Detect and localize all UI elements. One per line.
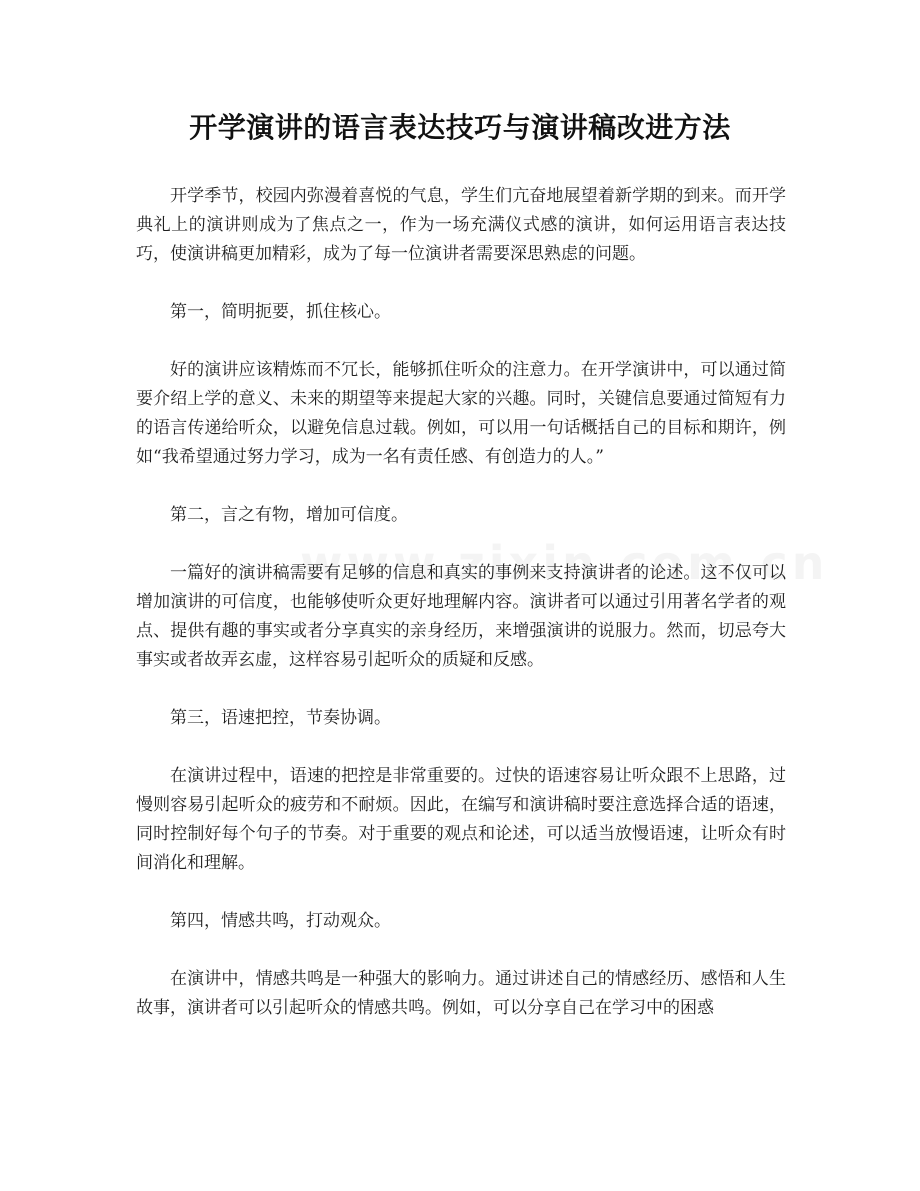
body-paragraph-1: 好的演讲应该精炼而不冗长，能够抓住听众的注意力。在开学演讲中，可以通过简要介绍上学的意义、未来的期望等来提起大家的兴趣。同时，关键信息要通过简短有力的语言传递给听众，以避免信息过载。例如，可以用一句话概括自己的目标和期许，例如“我希望通过努力学习，成为一名有责任感、有创造力的人。” — [136, 360, 786, 467]
point-heading-1: 第一，简明扼要，抓住核心。 — [170, 302, 391, 322]
intro-paragraph: 开学季节，校园内弥漫着喜悦的气息，学生们亢奋地展望着新学期的到来。而开学典礼上的演讲则成为了焦点之一，作为一场充满仪式感的演讲，如何运用语言表达技巧，使演讲稿更加精彩，成为了每一位演讲者需要深思熟虑的问题。 — [136, 186, 786, 264]
point-heading-3: 第三，语速把控，节奏协调。 — [170, 708, 391, 728]
point-heading-2: 第二，言之有物，增加可信度。 — [170, 505, 408, 525]
document-title: 开学演讲的语言表达技巧与演讲稿改进方法 — [189, 111, 731, 144]
body-paragraph-4: 在演讲中，情感共鸣是一种强大的影响力。通过讲述自己的情感经历、感悟和人生故事，演讲者可以引起听众的情感共鸣。例如，可以分享自己在学习中的困惑 — [136, 969, 786, 1018]
body-paragraph-3: 在演讲过程中，语速的把控是非常重要的。过快的语速容易让听众跟不上思路，过慢则容易引起听众的疲劳和不耐烦。因此，在编写和演讲稿时要注意选择合适的语速，同时控制好每个句子的节奏。对于重要的观点和论述，可以适当放慢语速，让听众有时间消化和理解。 — [136, 766, 786, 873]
body-paragraph-2: 一篇好的演讲稿需要有足够的信息和真实的事例来支持演讲者的论述。这不仅可以增加演讲的可信度，也能够使听众更好地理解内容。演讲者可以通过引用著名学者的观点、提供有趣的事实或者分享真实的亲身经历，来增强演讲的说服力。然而，切忌夸大事实或者故弄玄虚，这样容易引起听众的质疑和反感。 — [136, 563, 786, 670]
document-body — [136, 182, 786, 1052]
point-heading-4: 第四，情感共鸣，打动观众。 — [170, 911, 391, 931]
